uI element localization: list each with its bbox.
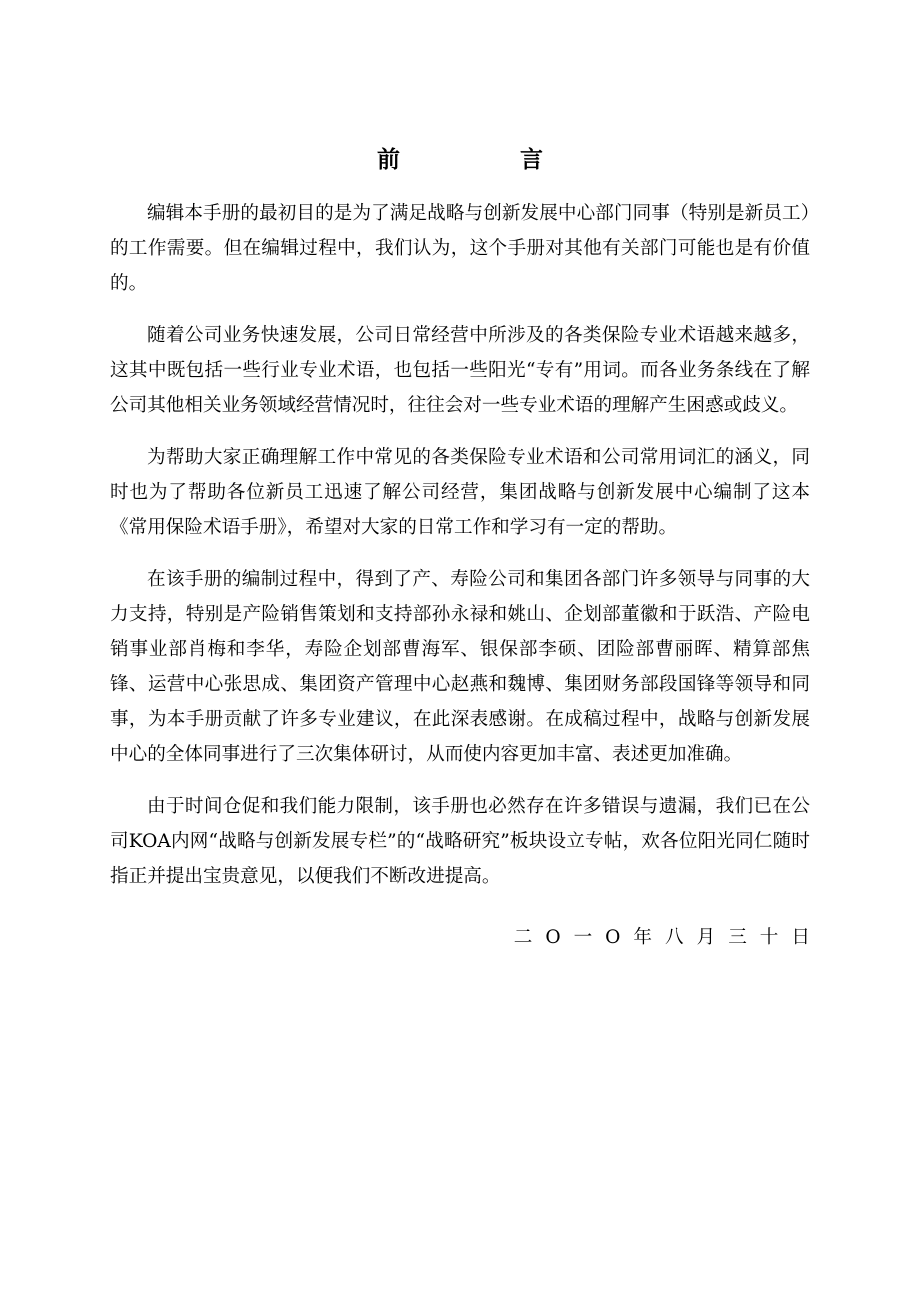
paragraph-5: 由于时间仓促和我们能力限制，该手册也必然存在许多错误与遗漏，我们已在公司KOA内网“战略与创新发展专栏”的“战略研究”板块设立专帖，欢各位阳光同仁随时指正并提出宝贵意见，以便我们不断改进提高。 — [110, 796, 810, 887]
paragraph-2: 随着公司业务快速发展，公司日常经营中所涉及的各类保险专业术语越来越多，这其中既包括一些行业专业术语，也包括一些阳光“专有”用词。而各业务条线在了解公司其他相关业务领域经营情况时，往往会对一些专业术语的理解产生困惑或歧义。 — [110, 325, 810, 416]
signature-date: 二O一O年八月三十日 — [513, 927, 823, 948]
paragraph-4: 在该手册的编制过程中，得到了产、寿险公司和集团各部门许多领导与同事的大力支持，特别是产险销售策划和支持部孙永禄和姚山、企划部董徽和于跃浩、产险电销事业部肖梅和李华，寿险企划部曹海军、银保部李硕、团险部曹丽晖、精算部焦锋、运营中心张思成、集团资产管理中心赵燕和魏博、集团财务部段国锋等领导和同事，为本手册贡献了许多专业建议，在此深表感谢。在成稿过程中，战略与创新发展中心的全体同事进行了三次集体研讨，从而使内容更加丰富、表述更加准确。 — [110, 569, 810, 765]
paragraph-1: 编辑本手册的最初目的是为了满足战略与创新发展中心部门同事（特别是新员工）的工作需要。但在编辑过程中，我们认为，这个手册对其他有关部门可能也是有价值的。 — [110, 203, 810, 294]
paragraph-3: 为帮助大家正确理解工作中常见的各类保险专业术语和公司常用词汇的涵义，同时也为了帮助各位新员工迅速了解公司经营，集团战略与创新发展中心编制了这本《常用保险术语手册》，希望对大家的日常工作和学习有一定的帮助。 — [110, 447, 810, 538]
page-title: 前 言 — [376, 146, 599, 173]
preface-body — [110, 196, 810, 911]
